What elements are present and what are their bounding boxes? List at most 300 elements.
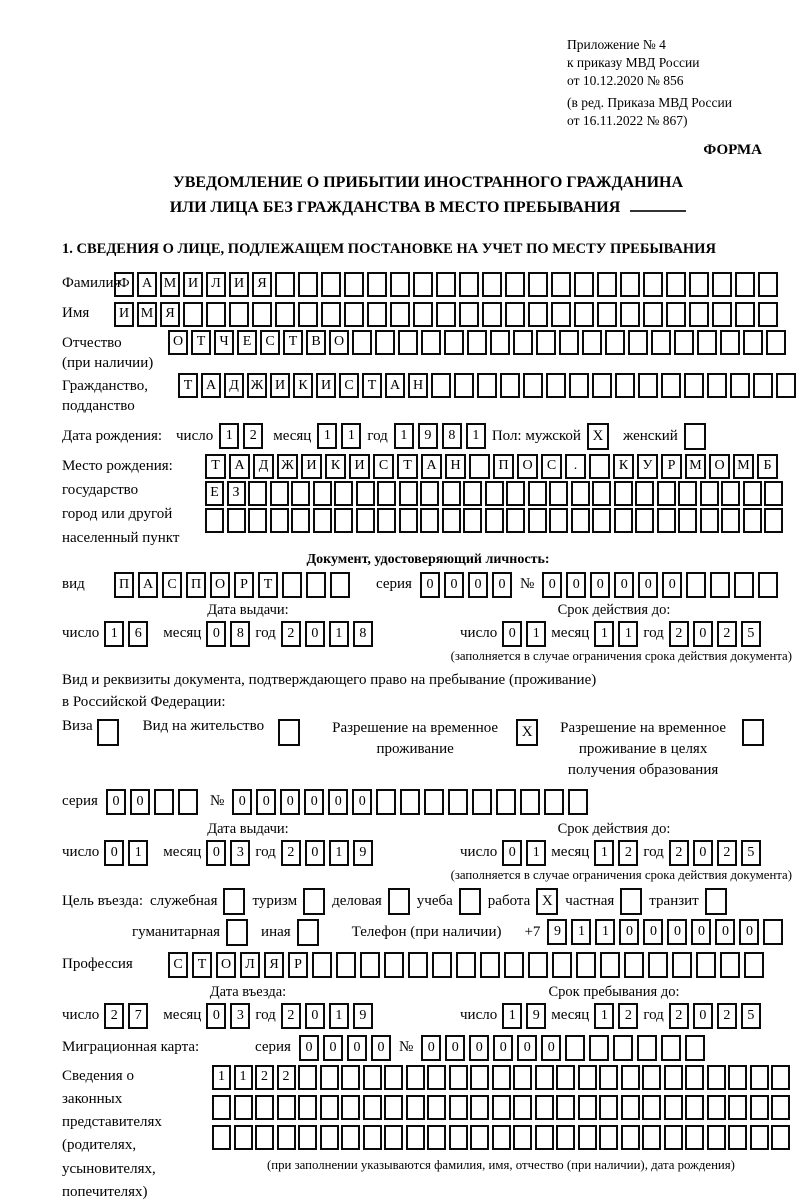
phone-cells[interactable] <box>547 919 783 945</box>
form-cell[interactable] <box>344 272 364 297</box>
form-cell[interactable] <box>313 481 332 506</box>
form-cell[interactable] <box>689 272 709 297</box>
form-cell[interactable] <box>657 508 676 533</box>
form-cell[interactable] <box>568 789 588 815</box>
form-cell[interactable] <box>571 508 590 533</box>
form-cell[interactable] <box>685 1035 705 1061</box>
form-cell[interactable] <box>642 1125 661 1150</box>
form-cell[interactable]: И <box>229 272 249 297</box>
form-cell[interactable] <box>496 789 516 815</box>
form-cell[interactable] <box>291 481 310 506</box>
form-cell[interactable] <box>463 508 482 533</box>
form-cell[interactable] <box>638 373 658 398</box>
form-cell[interactable]: 2 <box>243 423 263 449</box>
form-cell[interactable]: 3 <box>230 840 250 866</box>
form-cell[interactable] <box>356 508 375 533</box>
form-cell[interactable]: 1 <box>212 1065 231 1090</box>
rep-cells-row2[interactable] <box>212 1095 790 1120</box>
form-cell[interactable]: О <box>168 330 188 355</box>
form-cell[interactable] <box>229 302 249 327</box>
form-cell[interactable] <box>621 1125 640 1150</box>
form-cell[interactable] <box>321 272 341 297</box>
form-cell[interactable]: Т <box>191 330 211 355</box>
form-cell[interactable] <box>336 952 356 978</box>
form-cell[interactable]: 0 <box>492 572 512 598</box>
form-cell[interactable] <box>506 481 525 506</box>
residence-permit-checkbox[interactable] <box>278 719 300 746</box>
form-cell[interactable] <box>334 508 353 533</box>
form-cell[interactable] <box>635 481 654 506</box>
form-cell[interactable] <box>743 330 763 355</box>
purpose-study-checkbox[interactable] <box>459 888 481 915</box>
form-cell[interactable] <box>589 1035 609 1061</box>
purpose-private-checkbox[interactable] <box>620 888 642 915</box>
birth-day-cells[interactable] <box>219 423 263 449</box>
form-cell[interactable] <box>449 1125 468 1150</box>
form-cell[interactable] <box>528 272 548 297</box>
form-cell[interactable] <box>492 1065 511 1090</box>
purpose-tourism-checkbox[interactable] <box>303 888 325 915</box>
form-cell[interactable] <box>408 952 428 978</box>
form-cell[interactable]: 0 <box>693 621 713 647</box>
form-cell[interactable]: 2 <box>277 1065 296 1090</box>
form-cell[interactable] <box>664 1125 683 1150</box>
purpose-transit-checkbox[interactable] <box>705 888 727 915</box>
form-cell[interactable]: 1 <box>594 1003 614 1029</box>
form-cell[interactable]: 2 <box>717 621 737 647</box>
form-cell[interactable]: Н <box>408 373 428 398</box>
doc-issue-day-cells[interactable] <box>104 621 148 647</box>
form-cell[interactable]: З <box>227 481 246 506</box>
form-cell[interactable]: 0 <box>566 572 586 598</box>
form-cell[interactable]: 0 <box>104 840 124 866</box>
form-cell[interactable]: 0 <box>444 572 464 598</box>
form-cell[interactable]: 1 <box>329 1003 349 1029</box>
entry-year-cells[interactable] <box>281 1003 373 1029</box>
form-cell[interactable] <box>212 1095 231 1120</box>
form-cell[interactable] <box>707 1125 726 1150</box>
form-cell[interactable] <box>614 481 633 506</box>
permit-valid-day-cells[interactable] <box>502 840 546 866</box>
profession-cells[interactable] <box>168 952 764 978</box>
form-cell[interactable] <box>399 481 418 506</box>
doc-kind-cells[interactable] <box>114 572 350 598</box>
form-cell[interactable]: Р <box>234 572 254 598</box>
form-cell[interactable] <box>282 572 302 598</box>
form-cell[interactable]: 0 <box>469 1035 489 1061</box>
form-cell[interactable] <box>234 1095 253 1120</box>
form-cell[interactable] <box>367 272 387 297</box>
form-cell[interactable]: 0 <box>614 572 634 598</box>
form-cell[interactable] <box>205 508 224 533</box>
form-cell[interactable] <box>707 1095 726 1120</box>
form-cell[interactable] <box>635 508 654 533</box>
permit-issue-month-cells[interactable] <box>206 840 250 866</box>
visa-checkbox[interactable] <box>97 719 119 746</box>
form-cell[interactable] <box>643 302 663 327</box>
form-cell[interactable]: 5 <box>741 1003 761 1029</box>
form-cell[interactable] <box>758 572 778 598</box>
form-cell[interactable] <box>696 952 716 978</box>
form-cell[interactable]: 1 <box>618 621 638 647</box>
form-cell[interactable]: 2 <box>669 621 689 647</box>
form-cell[interactable] <box>421 330 441 355</box>
form-cell[interactable] <box>363 1125 382 1150</box>
form-cell[interactable] <box>707 373 727 398</box>
form-cell[interactable]: 0 <box>305 621 325 647</box>
form-cell[interactable]: 1 <box>594 840 614 866</box>
form-cell[interactable] <box>436 272 456 297</box>
form-cell[interactable] <box>505 302 525 327</box>
form-cell[interactable]: 0 <box>206 840 226 866</box>
form-cell[interactable] <box>206 302 226 327</box>
form-cell[interactable]: 0 <box>693 1003 713 1029</box>
form-cell[interactable] <box>651 330 671 355</box>
form-cell[interactable] <box>551 302 571 327</box>
form-cell[interactable] <box>712 272 732 297</box>
form-cell[interactable] <box>549 481 568 506</box>
rep-cells-row1[interactable] <box>212 1065 790 1090</box>
form-cell[interactable] <box>728 1065 747 1090</box>
form-cell[interactable]: П <box>493 454 514 479</box>
form-cell[interactable]: 0 <box>371 1035 391 1061</box>
male-checkbox[interactable]: X <box>587 423 609 450</box>
form-cell[interactable] <box>771 1095 790 1120</box>
form-cell[interactable] <box>406 1065 425 1090</box>
form-cell[interactable] <box>535 1125 554 1150</box>
form-cell[interactable]: 1 <box>317 423 337 449</box>
purpose-official-checkbox[interactable] <box>223 888 245 915</box>
form-cell[interactable] <box>459 272 479 297</box>
form-cell[interactable]: И <box>349 454 370 479</box>
form-cell[interactable] <box>758 302 778 327</box>
form-cell[interactable] <box>535 1095 554 1120</box>
form-cell[interactable]: 8 <box>442 423 462 449</box>
form-cell[interactable] <box>728 1095 747 1120</box>
form-cell[interactable]: 2 <box>104 1003 124 1029</box>
form-cell[interactable]: Т <box>192 952 212 978</box>
form-cell[interactable]: П <box>186 572 206 598</box>
form-cell[interactable] <box>771 1125 790 1150</box>
surname-cells[interactable] <box>114 272 778 297</box>
form-cell[interactable] <box>459 302 479 327</box>
form-cell[interactable] <box>743 481 762 506</box>
form-cell[interactable] <box>556 1125 575 1150</box>
form-cell[interactable] <box>178 789 198 815</box>
form-cell[interactable] <box>390 272 410 297</box>
form-cell[interactable] <box>298 1125 317 1150</box>
form-cell[interactable] <box>470 1125 489 1150</box>
form-cell[interactable] <box>624 952 644 978</box>
form-cell[interactable]: О <box>216 952 236 978</box>
form-cell[interactable] <box>621 1065 640 1090</box>
form-cell[interactable] <box>664 1065 683 1090</box>
form-cell[interactable]: 1 <box>394 423 414 449</box>
form-cell[interactable] <box>454 373 474 398</box>
form-cell[interactable]: 1 <box>329 840 349 866</box>
purpose-business-checkbox[interactable] <box>388 888 410 915</box>
form-cell[interactable]: 0 <box>468 572 488 598</box>
form-cell[interactable] <box>592 481 611 506</box>
temp-permit-checkbox[interactable]: X <box>516 719 538 746</box>
form-cell[interactable]: 0 <box>445 1035 465 1061</box>
form-cell[interactable] <box>750 1065 769 1090</box>
mig-number-cells[interactable] <box>421 1035 705 1061</box>
form-cell[interactable] <box>657 481 676 506</box>
form-cell[interactable] <box>420 508 439 533</box>
form-cell[interactable] <box>442 508 461 533</box>
form-cell[interactable]: П <box>114 572 134 598</box>
form-cell[interactable] <box>469 454 490 479</box>
form-cell[interactable]: Ч <box>214 330 234 355</box>
form-cell[interactable] <box>477 373 497 398</box>
form-cell[interactable] <box>620 302 640 327</box>
form-cell[interactable] <box>672 952 692 978</box>
form-cell[interactable] <box>298 302 318 327</box>
form-cell[interactable]: И <box>270 373 290 398</box>
form-cell[interactable] <box>513 1065 532 1090</box>
form-cell[interactable] <box>589 454 610 479</box>
form-cell[interactable] <box>504 952 524 978</box>
form-cell[interactable]: Я <box>264 952 284 978</box>
form-cell[interactable] <box>710 572 730 598</box>
permit-issue-day-cells[interactable] <box>104 840 148 866</box>
form-cell[interactable]: 0 <box>305 1003 325 1029</box>
form-cell[interactable]: И <box>316 373 336 398</box>
form-cell[interactable] <box>684 373 704 398</box>
form-cell[interactable] <box>384 1125 403 1150</box>
form-cell[interactable] <box>420 481 439 506</box>
form-cell[interactable]: Т <box>283 330 303 355</box>
mig-series-cells[interactable] <box>299 1035 391 1061</box>
form-cell[interactable]: 0 <box>347 1035 367 1061</box>
form-cell[interactable] <box>730 373 750 398</box>
birth-year-cells[interactable] <box>394 423 486 449</box>
form-cell[interactable] <box>661 373 681 398</box>
form-cell[interactable] <box>449 1095 468 1120</box>
citizenship-cells[interactable] <box>178 373 796 398</box>
birthplace-cells-row1[interactable] <box>205 454 783 479</box>
form-cell[interactable] <box>648 952 668 978</box>
form-cell[interactable]: 1 <box>104 621 124 647</box>
form-cell[interactable] <box>375 330 395 355</box>
form-cell[interactable]: А <box>138 572 158 598</box>
form-cell[interactable]: 0 <box>206 621 226 647</box>
form-cell[interactable]: 0 <box>590 572 610 598</box>
form-cell[interactable] <box>574 272 594 297</box>
form-cell[interactable] <box>482 302 502 327</box>
form-cell[interactable] <box>744 952 764 978</box>
form-cell[interactable] <box>764 508 783 533</box>
doc-valid-month-cells[interactable] <box>594 621 638 647</box>
form-cell[interactable]: 1 <box>502 1003 522 1029</box>
form-cell[interactable] <box>771 1065 790 1090</box>
form-cell[interactable] <box>528 481 547 506</box>
form-cell[interactable]: 0 <box>541 1035 561 1061</box>
form-cell[interactable]: А <box>201 373 221 398</box>
form-cell[interactable] <box>582 330 602 355</box>
form-cell[interactable]: Н <box>445 454 466 479</box>
form-cell[interactable] <box>485 481 504 506</box>
form-cell[interactable] <box>597 272 617 297</box>
form-cell[interactable] <box>565 1035 585 1061</box>
form-cell[interactable]: Р <box>661 454 682 479</box>
form-cell[interactable]: 0 <box>691 919 711 945</box>
form-cell[interactable] <box>666 272 686 297</box>
form-cell[interactable]: 1 <box>526 840 546 866</box>
form-cell[interactable] <box>685 1125 704 1150</box>
doc-series-cells[interactable] <box>420 572 512 598</box>
form-cell[interactable] <box>743 508 762 533</box>
form-cell[interactable]: 3 <box>230 1003 250 1029</box>
form-cell[interactable] <box>360 952 380 978</box>
form-cell[interactable] <box>448 789 468 815</box>
form-cell[interactable] <box>492 1095 511 1120</box>
form-cell[interactable] <box>298 1095 317 1120</box>
form-cell[interactable]: 0 <box>206 1003 226 1029</box>
form-cell[interactable]: И <box>114 302 134 327</box>
form-cell[interactable] <box>384 952 404 978</box>
form-cell[interactable] <box>306 572 326 598</box>
doc-issue-month-cells[interactable] <box>206 621 250 647</box>
form-cell[interactable]: Е <box>237 330 257 355</box>
form-cell[interactable] <box>600 952 620 978</box>
form-cell[interactable]: 0 <box>502 621 522 647</box>
form-cell[interactable]: М <box>160 272 180 297</box>
form-cell[interactable]: 5 <box>741 621 761 647</box>
form-cell[interactable] <box>574 302 594 327</box>
form-cell[interactable] <box>398 330 418 355</box>
purpose-humanitarian-checkbox[interactable] <box>226 919 248 946</box>
form-cell[interactable] <box>212 1125 231 1150</box>
form-cell[interactable]: 0 <box>739 919 759 945</box>
form-cell[interactable] <box>721 481 740 506</box>
stay-day-cells[interactable] <box>502 1003 546 1029</box>
doc-issue-year-cells[interactable] <box>281 621 373 647</box>
form-cell[interactable] <box>750 1095 769 1120</box>
form-cell[interactable] <box>520 789 540 815</box>
form-cell[interactable] <box>685 1095 704 1120</box>
form-cell[interactable] <box>776 373 796 398</box>
form-cell[interactable]: А <box>229 454 250 479</box>
form-cell[interactable]: 8 <box>230 621 250 647</box>
form-cell[interactable] <box>712 302 732 327</box>
form-cell[interactable]: 0 <box>542 572 562 598</box>
form-cell[interactable]: 0 <box>420 572 440 598</box>
permit-issue-year-cells[interactable] <box>281 840 373 866</box>
form-cell[interactable] <box>513 1125 532 1150</box>
form-cell[interactable] <box>384 1065 403 1090</box>
form-cell[interactable] <box>597 302 617 327</box>
form-cell[interactable] <box>472 789 492 815</box>
form-cell[interactable]: 0 <box>352 789 372 815</box>
form-cell[interactable] <box>312 952 332 978</box>
form-cell[interactable] <box>528 952 548 978</box>
form-cell[interactable] <box>513 330 533 355</box>
form-cell[interactable] <box>578 1125 597 1150</box>
form-cell[interactable] <box>552 952 572 978</box>
form-cell[interactable] <box>456 952 476 978</box>
form-cell[interactable] <box>620 272 640 297</box>
form-cell[interactable] <box>480 952 500 978</box>
form-cell[interactable] <box>513 1095 532 1120</box>
form-cell[interactable] <box>689 302 709 327</box>
form-cell[interactable] <box>578 1065 597 1090</box>
form-cell[interactable]: 9 <box>547 919 567 945</box>
form-cell[interactable] <box>678 481 697 506</box>
form-cell[interactable] <box>753 373 773 398</box>
form-cell[interactable]: Ф <box>114 272 134 297</box>
form-cell[interactable] <box>685 1065 704 1090</box>
form-cell[interactable] <box>556 1095 575 1120</box>
form-cell[interactable]: 7 <box>128 1003 148 1029</box>
form-cell[interactable] <box>183 302 203 327</box>
form-cell[interactable] <box>227 508 246 533</box>
form-cell[interactable] <box>298 272 318 297</box>
form-cell[interactable]: 0 <box>517 1035 537 1061</box>
form-cell[interactable] <box>482 272 502 297</box>
form-cell[interactable] <box>406 1095 425 1120</box>
form-cell[interactable] <box>599 1065 618 1090</box>
form-cell[interactable] <box>661 1035 681 1061</box>
form-cell[interactable] <box>248 508 267 533</box>
form-cell[interactable] <box>763 919 783 945</box>
form-cell[interactable] <box>734 572 754 598</box>
form-cell[interactable] <box>255 1125 274 1150</box>
form-cell[interactable] <box>605 330 625 355</box>
permit-valid-year-cells[interactable] <box>669 840 761 866</box>
form-cell[interactable]: У <box>637 454 658 479</box>
form-cell[interactable]: Д <box>253 454 274 479</box>
entry-day-cells[interactable] <box>104 1003 148 1029</box>
form-cell[interactable]: Е <box>205 481 224 506</box>
form-cell[interactable]: . <box>565 454 586 479</box>
doc-number-cells[interactable] <box>542 572 778 598</box>
form-cell[interactable] <box>431 373 451 398</box>
form-cell[interactable] <box>432 952 452 978</box>
form-cell[interactable] <box>400 789 420 815</box>
form-cell[interactable] <box>758 272 778 297</box>
stay-month-cells[interactable] <box>594 1003 638 1029</box>
form-cell[interactable] <box>721 508 740 533</box>
form-cell[interactable]: Д <box>224 373 244 398</box>
form-cell[interactable]: 1 <box>571 919 591 945</box>
form-cell[interactable]: 0 <box>106 789 126 815</box>
form-cell[interactable] <box>592 373 612 398</box>
birthplace-cells-row2[interactable] <box>205 481 783 506</box>
entry-month-cells[interactable] <box>206 1003 250 1029</box>
form-cell[interactable]: 1 <box>219 423 239 449</box>
form-cell[interactable] <box>766 330 786 355</box>
form-cell[interactable] <box>467 330 487 355</box>
form-cell[interactable] <box>377 508 396 533</box>
form-cell[interactable]: 2 <box>669 840 689 866</box>
form-cell[interactable]: А <box>385 373 405 398</box>
form-cell[interactable]: Т <box>178 373 198 398</box>
form-cell[interactable]: 0 <box>493 1035 513 1061</box>
form-cell[interactable] <box>390 302 410 327</box>
form-cell[interactable] <box>614 508 633 533</box>
form-cell[interactable]: 2 <box>255 1065 274 1090</box>
form-cell[interactable]: 0 <box>667 919 687 945</box>
form-cell[interactable] <box>470 1095 489 1120</box>
form-cell[interactable] <box>334 481 353 506</box>
form-cell[interactable]: 1 <box>595 919 615 945</box>
form-cell[interactable]: Я <box>252 272 272 297</box>
form-cell[interactable]: О <box>210 572 230 598</box>
form-cell[interactable] <box>363 1065 382 1090</box>
form-cell[interactable]: 0 <box>305 840 325 866</box>
